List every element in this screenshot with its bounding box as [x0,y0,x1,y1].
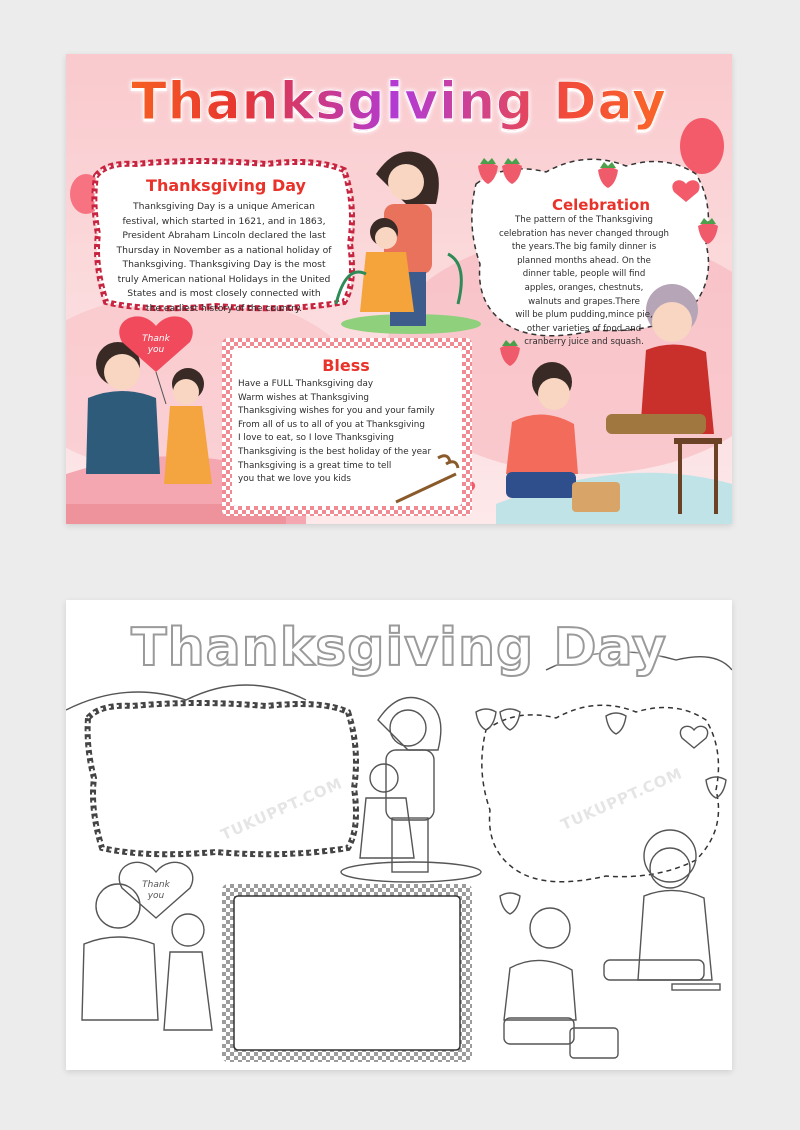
girl-face [375,227,397,249]
text-line: the earliest history of the country. [145,302,303,314]
text-line: walnuts and grapes.There [528,296,640,307]
strawberry-icon [606,713,626,734]
watermark-text: TUKUPPT.COM [558,764,686,834]
left-panel-heading: Thanksgiving Day [146,176,306,195]
mother-hair [378,698,441,751]
text-line: President Abraham Lincoln declared the last [122,230,326,241]
child-face [173,379,199,405]
grandma-sweater [638,890,712,980]
outline-poster [66,600,732,1070]
grandma-pants [606,414,706,434]
text-line: The pattern of the Thanksgiving [515,215,653,225]
text-line: apples, oranges, chestnuts, [524,282,644,293]
father-sweater [82,937,158,1020]
color-poster [66,54,732,524]
watermark-text: TUKUPPT.COM [218,774,346,844]
boy-hoodie [506,414,578,474]
text-line: you that we love you kids [238,474,351,485]
text-line: truly American national Holidays in the United [117,273,331,285]
strawberry-icon [476,709,496,730]
right-panel-heading: Celebration [551,196,651,214]
balloon-line: Thank [142,880,170,890]
left-panel-body [106,200,342,316]
child-dress [164,952,212,1030]
chair-seat [672,984,720,990]
girl-hair [370,764,398,792]
text-line: From all of us to all of you at Thanksgiving [238,419,425,430]
poster-title-outline: Thanksgiving Day [131,618,667,678]
text-line: Thanksgiving is the best holiday of the year [238,446,432,457]
text-line: Thanksgiving is a great time to tell [238,460,392,471]
boy-jeans [506,472,576,498]
boy-hoodie [504,960,576,1020]
bless-body [238,378,468,487]
text-line: festival, which started in 1621, and in 1863, [122,215,326,227]
mother-shirt [386,750,434,820]
strawberry-icon [500,893,520,914]
grandma-pants [604,960,704,980]
text-line: the years.The big family dinner is [511,242,657,253]
balloon-label [138,880,174,902]
father-sweater [86,391,160,474]
bless-heading: Bless [322,356,370,375]
text-line: Warm wishes at Thanksgiving [238,392,370,403]
text-line: Thanksgiving. Thanksgiving Day is the most [122,259,326,270]
girl-dress [360,798,414,858]
poster-title: Thanksgiving Day [66,72,732,132]
bless-panel-inner [234,896,460,1050]
wash-basin [570,1028,618,1058]
text-line: dinner table, people will find [522,269,646,280]
boy-head [530,908,570,948]
text-line: Have a FULL Thanksgiving day [238,379,374,389]
text-line: Thanksgiving Day is a unique American [133,201,315,212]
grandma-hair [644,830,696,882]
balloon-line: Thank [142,334,170,344]
text-line: celebration has never changed through [498,228,669,239]
mother-face [388,164,424,200]
text-line: Thursday in November as a national holiday of [116,244,332,256]
balloon-label [138,334,174,356]
father-face [104,354,140,390]
mother-face [390,710,426,746]
wash-basin [572,482,620,512]
text-line: will be plum pudding,mince pie, [515,310,653,321]
text-line: States and is most closely connected with [127,288,321,299]
right-panel-frame [482,705,719,882]
text-line: cranberry juice and squash. [524,337,644,348]
boy-face [538,378,570,410]
girl-dress [360,252,414,312]
text-line: other varieties of food and [526,323,642,334]
text-line: Thanksgiving wishes for you and your family [238,406,435,417]
strawberry-icon [500,709,520,730]
father-head [96,884,140,928]
text-line: planned months ahead. On the [517,255,651,266]
balloon-line: you [147,345,165,355]
text-line: I love to eat, so I love Thanksgiving [238,433,394,444]
balloon-line: you [147,891,165,901]
boy-jeans [504,1018,574,1044]
child-head [172,914,204,946]
heart-icon [680,726,707,748]
chair-seat [674,438,722,444]
right-panel-body [486,214,682,350]
